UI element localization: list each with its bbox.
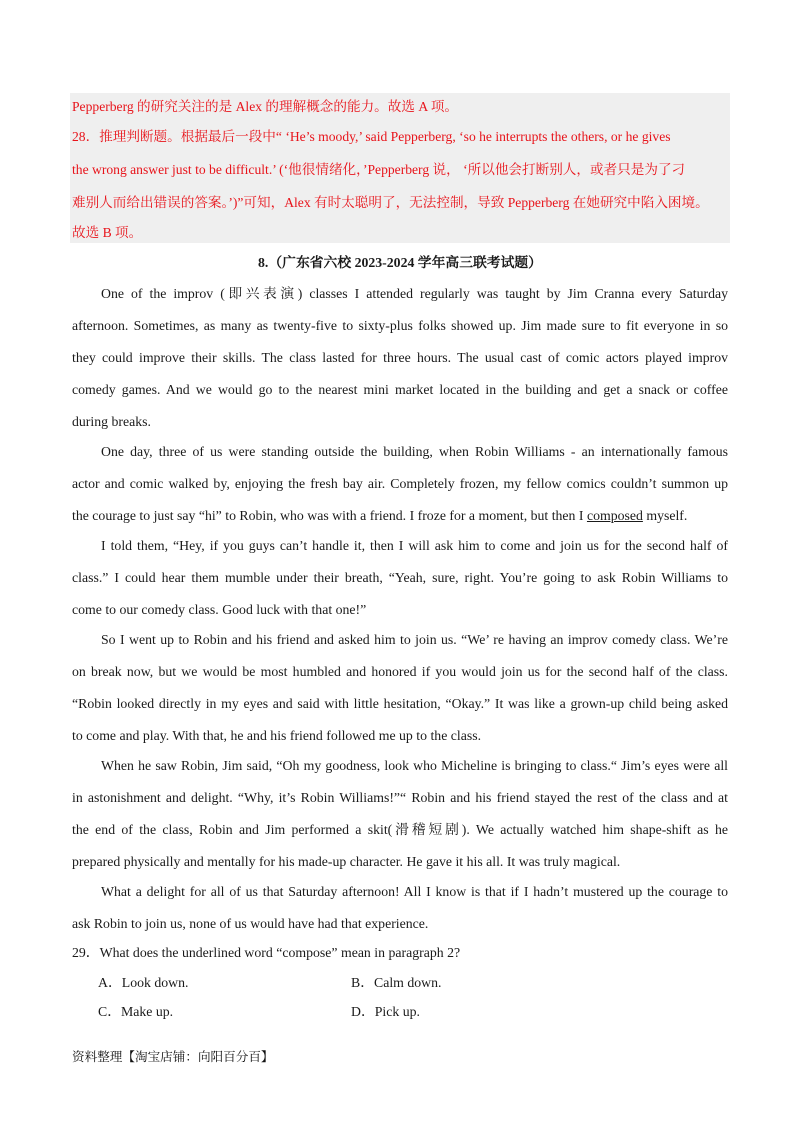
paragraph-4-line: on break now, but we would be most humbled and honored if you would join us for the second half of the class. [72, 664, 728, 679]
passage-title: 8.（广东省六校 2023-2024 学年高三联考试题） [258, 255, 542, 270]
paragraph-2-line: actor and comic walked by, enjoying the fresh bay air. Completely frozen, my fellow comics couldn’t summon up [72, 476, 728, 491]
paragraph-2-line [72, 509, 728, 523]
paragraph-5-line: prepared physically and mentally for his made-up character. He gave it his all. It was truly magical. [72, 854, 621, 869]
paragraph-6-line: What a delight for all of us that Saturday afternoon! All I know is that if I hadn’t mustered up the courage to [101, 884, 728, 899]
option-b: B．Calm down. [351, 975, 442, 990]
paragraph-5-line: the end of the class, Robin and Jim performed a skit(滑稽短剧). We actually watched him shape-shift as he [72, 822, 728, 837]
paragraph-3-line: I told them, “Hey, if you guys can’t handle it, then I will ask him to come and join us for the second half of [101, 538, 728, 553]
answer-line-5: 故选 B 项。 [72, 225, 143, 240]
paragraph-4-line: So I went up to Robin and his friend and asked him to join us. “We’ re having an improv comedy class. We’re [101, 632, 728, 647]
paragraph-2-line: One day, three of us were standing outside the building, when Robin Williams - an internationally famous [101, 444, 728, 459]
option-a: A．Look down. [98, 975, 189, 990]
paragraph-6-line: ask Robin to join us, none of us would have had that experience. [72, 916, 429, 931]
option-d: D．Pick up. [351, 1004, 420, 1019]
paragraph-4-line: “Robin looked directly in my eyes and said with little hesitation, “Okay.” It was like a grown-up child being asked [72, 696, 728, 711]
page-footer: 资料整理【淘宝店铺：向阳百分百】 [72, 1049, 274, 1064]
paragraph-1-line: they could improve their skills. The class lasted for three hours. The usual cast of comic actors played improv [72, 350, 728, 365]
paragraph-3-line: come to our comedy class. Good luck with that one!” [72, 602, 367, 617]
paragraph-1-line: during breaks. [72, 414, 151, 429]
question-stem: 29．What does the underlined word “compose” mean in paragraph 2? [72, 945, 461, 960]
paragraph-1-line: One of the improv (即兴表演) classes I attended regularly was taught by Jim Cranna every Saturday [101, 286, 728, 301]
paragraph-2-text: myself. [642, 508, 688, 523]
paragraph-5-line: When he saw Robin, Jim said, “Oh my goodness, look who Micheline is bringing to class.“ Jim’s eyes were all [101, 758, 728, 773]
underlined-word-composed: composed [586, 508, 643, 523]
paragraph-2-text: the courage to just say “hi” to Robin, who was with a friend. I froze for a moment, but then I [72, 508, 587, 523]
paragraph-1-line: comedy games. And we would go to the nearest mini market located in the building and get a snack or coffee [72, 382, 728, 397]
paragraph-5-line: in astonishment and delight. “Why, it’s Robin Williams!”“ Robin and his friend stayed the rest of the class and at [72, 790, 728, 805]
option-c: C．Make up. [98, 1004, 174, 1019]
answer-line-3: the wrong answer just to be difficult.’ (‘他很情绪化，’Pepperberg 说， ‘所以他会打断别人，或者只是为了刁 [72, 162, 686, 177]
answer-line-4: 难别人而给出错误的答案。’)”可知，Alex 有时太聪明了，无法控制，导致 Pepperberg 在她研究中陷入困境。 [72, 195, 709, 210]
answer-line-2: 28．推理判断题。根据最后一段中“ ‘He’s moody,’ said Pepperberg, ‘so he interrupts the others, or he gives [72, 129, 671, 144]
paragraph-1-line: afternoon. Sometimes, as many as twenty-five to sixty-plus folks showed up. Jim made sure to fit everyone in so [72, 318, 728, 333]
answer-line-1: Pepperberg 的研究关注的是 Alex 的理解概念的能力。故选 A 项。 [72, 99, 459, 114]
paragraph-4-line: to come and play. With that, he and his friend followed me up to the class. [72, 728, 482, 743]
paragraph-3-line: class.” I could hear them mumble under their breath, “Yeah, sure, right. You’re going to ask Robin Williams to [72, 570, 728, 585]
